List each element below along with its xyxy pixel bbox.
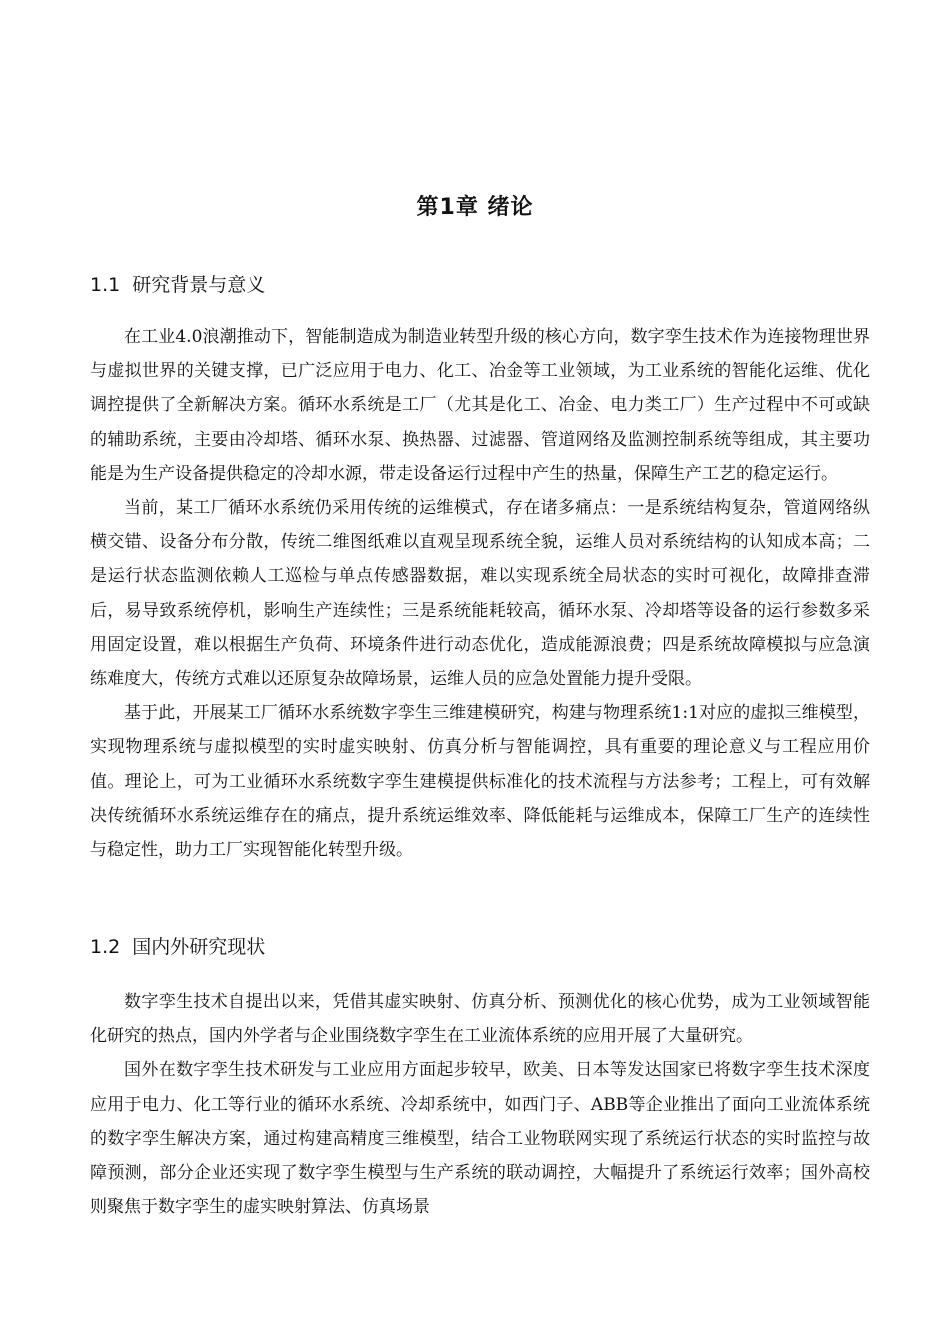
section-number: 1.2 (90, 936, 121, 958)
chapter-title: 第1章 绪论 (416, 195, 534, 220)
paragraph: 国外在数字孪生技术研发与工业应用方面起步较早，欧美、日本等发达国家已将数字孪生技术深度应用于电力、化工等行业的循环水系统、冷却系统中，如西门子、ABB等企业推出了面向工业流体系统的数字孪生解决方案，通过构建高精度三维模型，结合工业物联网实现了系统运行状态的实时监控与故障预测，部分企业还实现了数字孪生模型与生产系统的联动调控，大幅提升了系统运行效率；国外高校则聚焦于数字孪生的虚实映射算法、仿真场景 (90, 1060, 870, 1218)
section-body-1-1 (90, 320, 870, 867)
section-body-1-2 (90, 985, 870, 1224)
paragraph: 基于此，开展某工厂循环水系统数字孪生三维建模研究，构建与物理系统1:1对应的虚拟三维模型，实现物理系统与虚拟模型的实时虚实映射、仿真分析与智能调控，具有重要的理论意义与工程应用价值。理论上，可为工业循环水系统数字孪生建模提供标准化的技术流程与方法参考；工程上，可有效解决传统循环水系统运维存在的痛点，提升系统运维效率、降低能耗与运维成本，保障工厂生产的连续性与稳定性，助力工厂实现智能化转型升级。 (90, 703, 870, 861)
paragraph: 数字孪生技术自提出以来，凭借其虚实映射、仿真分析、预测优化的核心优势，成为工业领域智能化研究的热点，国内外学者与企业围绕数字孪生在工业流体系统的应用开展了大量研究。 (90, 992, 870, 1047)
section-heading-1-2 (90, 932, 870, 959)
section-heading-1-1 (90, 270, 870, 297)
paragraph: 当前，某工厂循环水系统仍采用传统的运维模式，存在诸多痛点：一是系统结构复杂，管道网络纵横交错、设备分布分散，传统二维图纸难以直观呈现系统全貌，运维人员对系统结构的认知成本高；二是运行状态监测依赖人工巡检与单点传感器数据，难以实现系统全局状态的实时可视化，故障排查滞后，易导致系统停机，影响生产连续性；三是系统能耗较高，循环水泵、冷却塔等设备的运行参数多采用固定设置，难以根据生产负荷、环境条件进行动态优化，造成能源浪费；四是系统故障模拟与应急演练难度大，传统方式难以还原复杂故障场景，运维人员的应急处置能力提升受限。 (90, 498, 870, 690)
paragraph: 在工业4.0浪潮推动下，智能制造成为制造业转型升级的核心方向，数字孪生技术作为连接物理世界与虚拟世界的关键支撑，已广泛应用于电力、化工、冶金等工业领域，为工业系统的智能化运维、优化调控提供了全新解决方案。循环水系统是工厂（尤其是化工、冶金、电力类工厂）生产过程中不可或缺的辅助系统，主要由冷却塔、循环水泵、换热器、过滤器、管道网络及监测控制系统等组成，其主要功能是为生产设备提供稳定的冷却水源，带走设备运行过程中产生的热量，保障生产工艺的稳定运行。 (90, 327, 870, 484)
section-title: 研究背景与意义 (132, 274, 266, 296)
section-title: 国内外研究现状 (132, 936, 266, 958)
section-number: 1.1 (90, 274, 121, 296)
